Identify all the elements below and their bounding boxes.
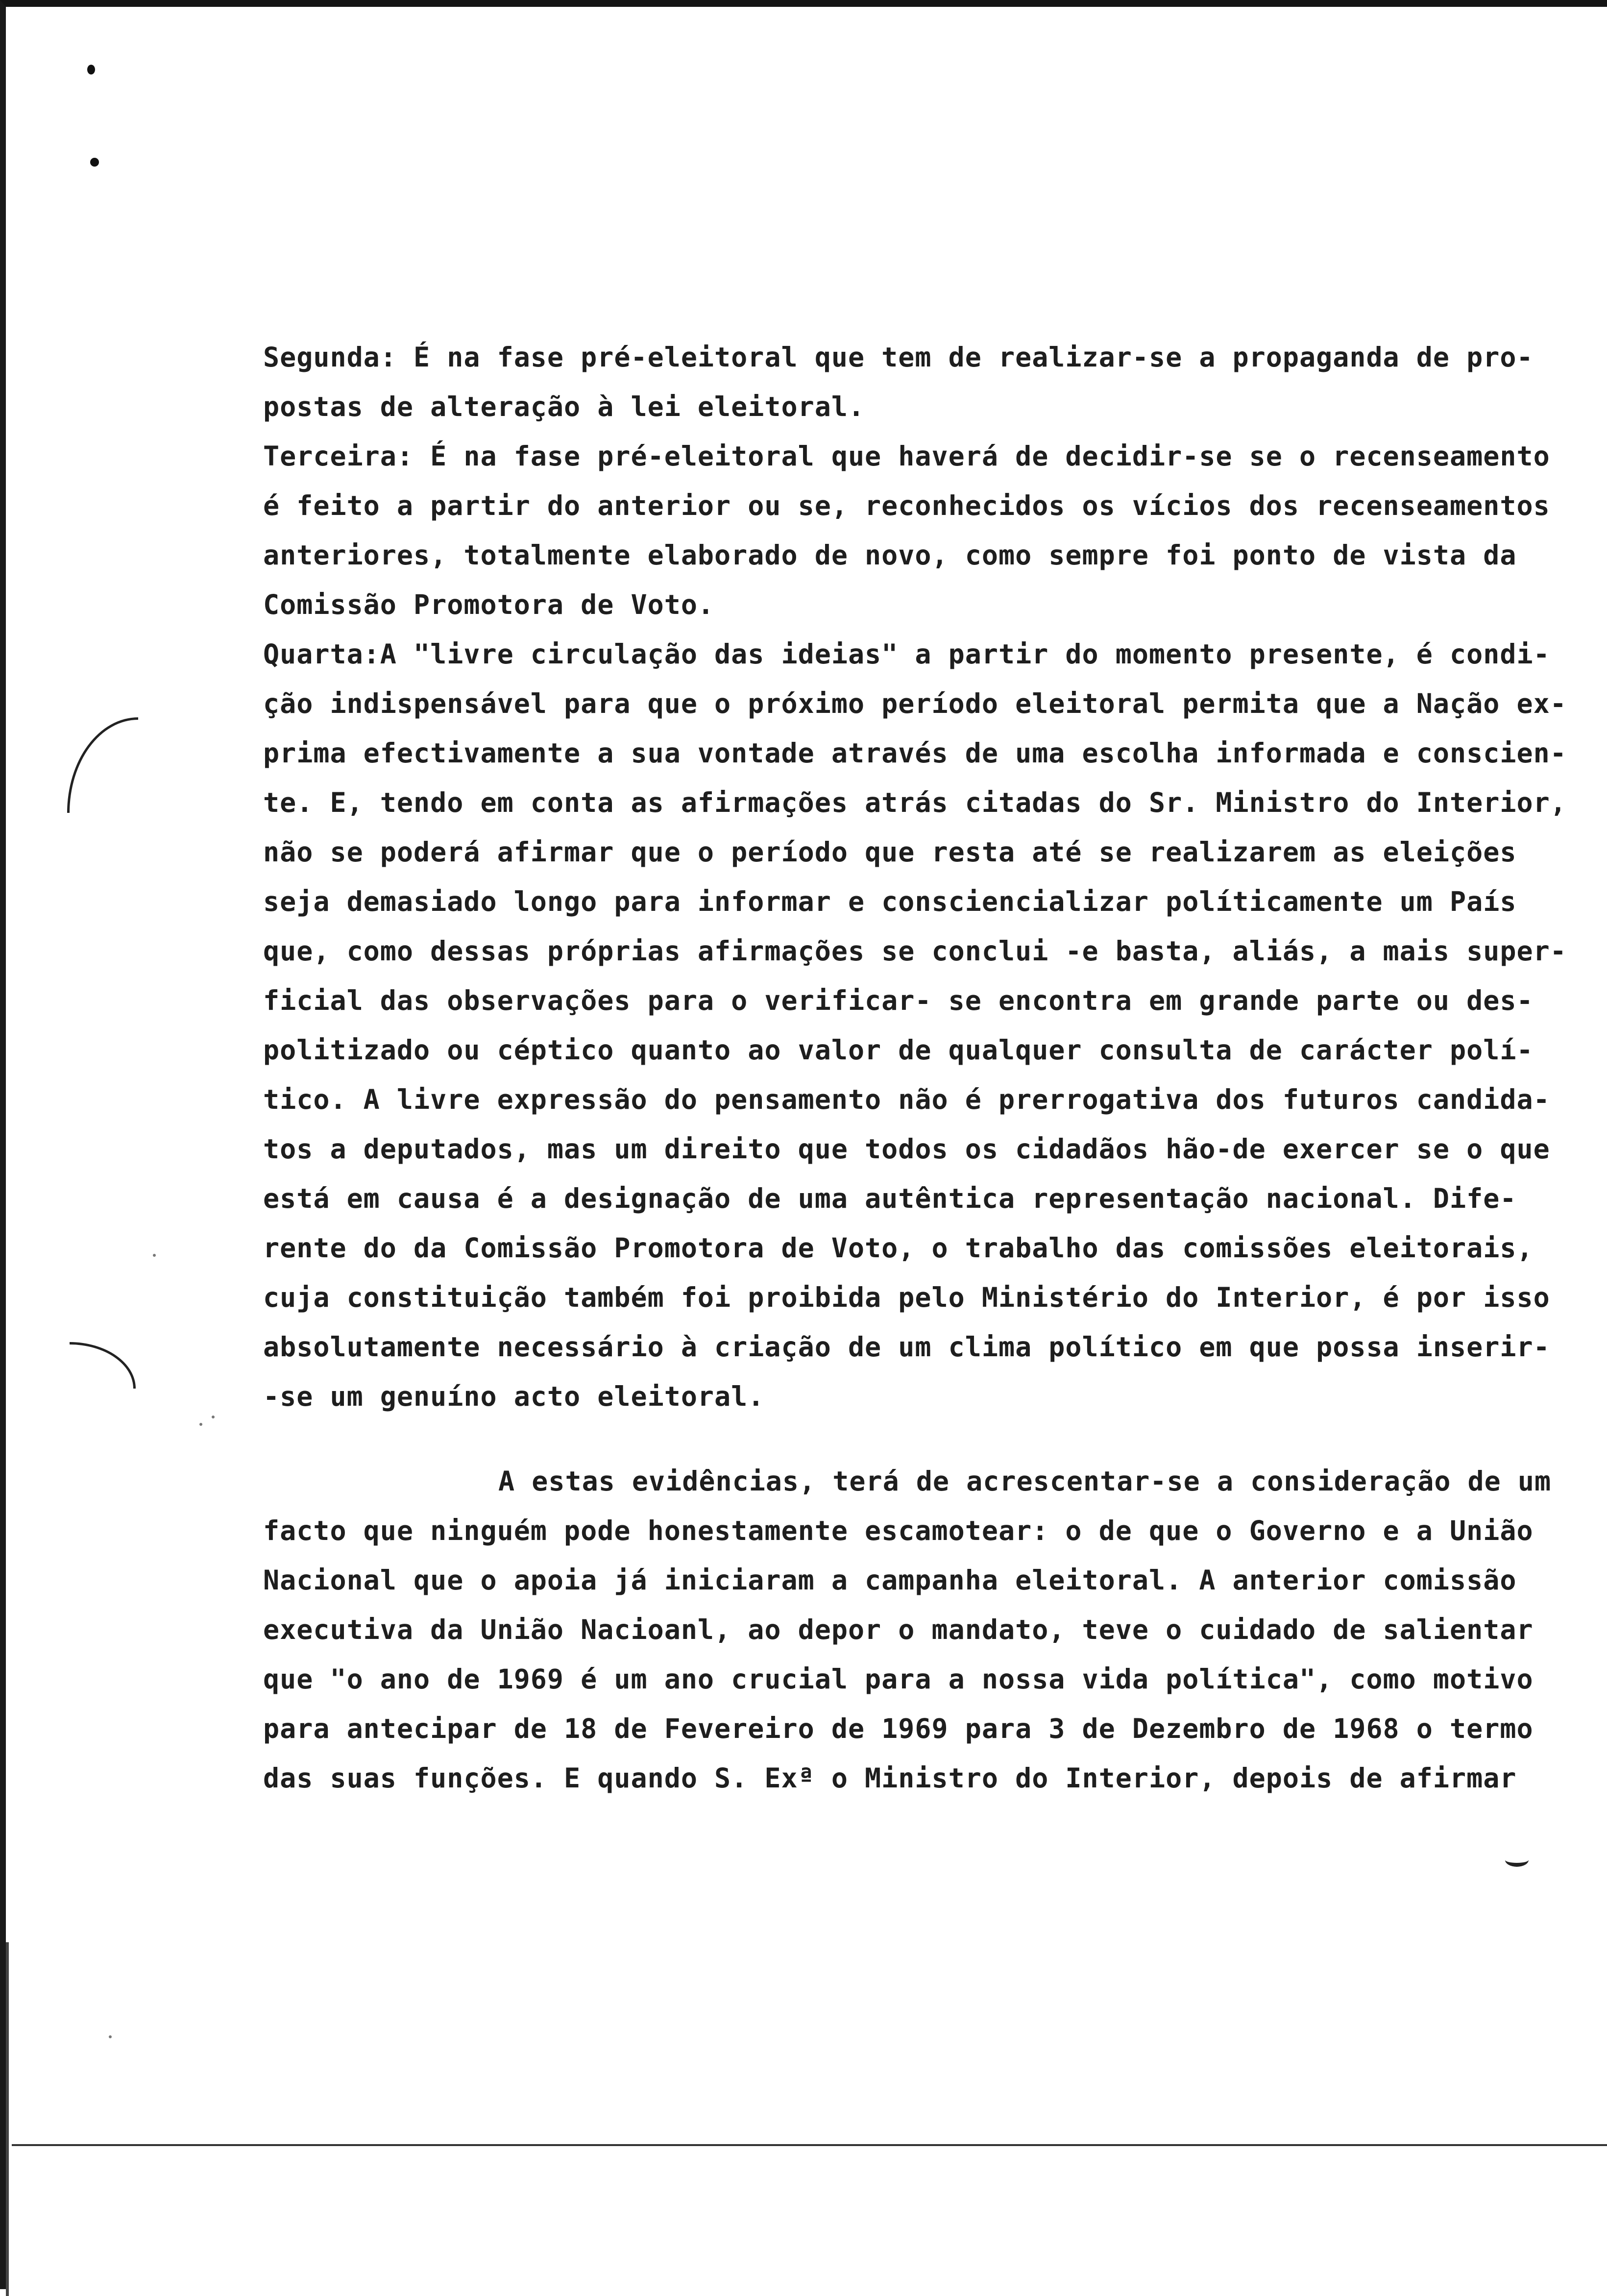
text-line: ção indispensável para que o próximo período eleitoral permita que a Nação ex- — [263, 688, 1567, 719]
text-line: Comissão Promotora de Voto. — [263, 589, 715, 620]
text-line: está em causa é a designação de uma autêntica representação nacional. Dife- — [263, 1183, 1517, 1214]
text-line: que, como dessas próprias afirmações se conclui -e basta, aliás, a mais super- — [263, 935, 1567, 967]
paragraph-1 — [263, 333, 1567, 1421]
text-line: tico. A livre expressão do pensamento não é prerrogativa dos futuros candida- — [263, 1084, 1550, 1115]
text-line: Segunda: É na fase pré-eleitoral que tem de realizar-se a propaganda de pro- — [263, 342, 1534, 373]
text-line: te. E, tendo em conta as afirmações atrás citadas do Sr. Ministro do Interior, — [263, 787, 1567, 818]
text-line: prima efectivamente a sua vontade através de uma escolha informada e conscien- — [263, 737, 1567, 769]
text-line: executiva da União Nacioanl, ao depor o mandato, teve o cuidado de salientar — [263, 1614, 1534, 1645]
text-line: seja demasiado longo para informar e consciencializar políticamente um País — [263, 886, 1517, 917]
text-line: ficial das observações para o verificar- se encontra em grande parte ou des- — [263, 985, 1534, 1016]
paragraph-2 — [263, 1457, 1557, 1803]
text-line: Quarta:A "livre circulação das ideias" a partir do momento presente, é condi- — [263, 638, 1550, 670]
scan-speck — [199, 1423, 202, 1426]
scan-edge-line — [12, 2144, 1607, 2146]
text-line: Nacional que o apoia já iniciaram a campanha eleitoral. A anterior comissão — [263, 1564, 1517, 1596]
text-line: postas de alteração à lei eleitoral. — [263, 391, 865, 422]
scan-edge-line — [6, 1942, 9, 2296]
scan-speck — [212, 1416, 215, 1418]
text-line: das suas funções. E quando S. Exª o Ministro do Interior, depois de afirmar — [263, 1762, 1517, 1794]
text-line: absolutamente necessário à criação de um clima político em que possa inserir- — [263, 1331, 1550, 1363]
text-line: é feito a partir do anterior ou se, reconhecidos os vícios dos recenseamentos — [263, 490, 1550, 521]
text-line: Terceira: É na fase pré-eleitoral que haverá de decidir-se se o recenseamento — [263, 440, 1550, 472]
text-line: para antecipar de 18 de Fevereiro de 1969 para 3 de Dezembro de 1968 o termo — [263, 1713, 1534, 1744]
text-line: que "o ano de 1969 é um ano crucial para a nossa vida política", como motivo — [263, 1663, 1534, 1695]
handwritten-mark — [1505, 1853, 1529, 1867]
scan-speck — [109, 2035, 112, 2038]
text-line: -se um genuíno acto eleitoral. — [263, 1381, 765, 1412]
text-line: não se poderá afirmar que o período que resta até se realizarem as eleições — [263, 836, 1517, 868]
text-line: anteriores, totalmente elaborado de novo, como sempre foi ponto de vista da — [263, 539, 1517, 571]
text-line: cuja constituição também foi proibida pelo Ministério do Interior, é por isso — [263, 1282, 1550, 1313]
text-line: A estas evidências, terá de acrescentar-se a consideração de um — [498, 1466, 1552, 1497]
text-line: rente do da Comissão Promotora de Voto, o trabalho das comissões eleitorais, — [263, 1232, 1534, 1264]
scan-arc-mark — [67, 717, 138, 813]
document-body — [263, 333, 1567, 1803]
scan-arc-mark — [70, 1342, 136, 1389]
text-line: facto que ninguém pode honestamente escamotear: o de que o Governo e a União — [263, 1515, 1534, 1546]
scan-dot-mark — [87, 65, 95, 74]
scan-speck — [153, 1254, 156, 1257]
text-line: politizado ou céptico quanto ao valor de qualquer consulta de carácter polí- — [263, 1034, 1534, 1066]
text-line: tos a deputados, mas um direito que todos os cidadãos hão-de exercer se o que — [263, 1133, 1550, 1165]
scan-dot-mark — [90, 158, 99, 167]
